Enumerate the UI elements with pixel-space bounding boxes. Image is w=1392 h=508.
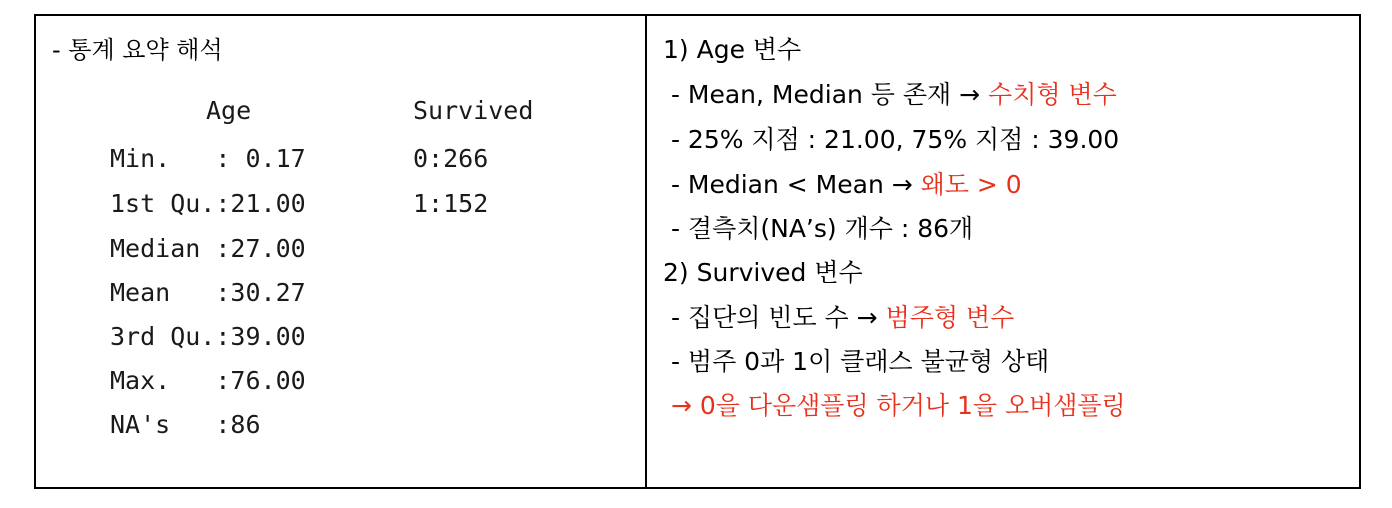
age-variable-heading: 1) Age 변수: [663, 35, 802, 64]
age-stat-row: Min. : 0.17: [110, 144, 306, 173]
interpretation-line: [663, 75, 1117, 111]
interpretation-line: - 범주 0과 1이 클래스 불균형 상태: [663, 347, 1050, 376]
highlight-text: 왜도 > 0: [920, 170, 1022, 199]
age-stat-row: 1st Qu.:21.00: [110, 189, 306, 218]
interpretation-line: - 25% 지점 : 21.00, 75% 지점 : 39.00: [663, 125, 1120, 154]
age-stat-row: Mean :30.27: [110, 278, 306, 307]
interpretation-line-highlight: → 0을 다운샘플링 하거나 1을 오버샘플링: [663, 391, 1126, 420]
survived-column-header: Survived: [413, 96, 534, 125]
age-stat-row: Median :27.00: [110, 234, 306, 263]
section-title: - 통계 요약 해석: [52, 36, 223, 64]
line-text: - Median < Mean →: [663, 170, 921, 199]
line-text: - 집단의 빈도 수 →: [663, 303, 886, 332]
age-stat-row: NA's :86: [110, 410, 261, 439]
age-stat-row: Max. :76.00: [110, 366, 306, 395]
age-stat-row: 3rd Qu.:39.00: [110, 322, 306, 351]
age-column-header: Age: [206, 96, 252, 125]
interpretation-line: [663, 165, 1022, 201]
stats-output-cell: [36, 16, 647, 487]
highlight-text: 범주형 변수: [885, 303, 1015, 332]
summary-table: [34, 14, 1361, 489]
highlight-text: 수치형 변수: [988, 80, 1117, 109]
survived-stat-row: 0:266: [413, 144, 489, 173]
survived-variable-heading: 2) Survived 변수: [663, 258, 863, 287]
interpretation-line: - 결측치(NA’s) 개수 : 86개: [663, 214, 974, 243]
line-text: - Mean, Median 등 존재 →: [663, 80, 989, 109]
interpretation-line: [663, 298, 1014, 334]
survived-stat-row: 1:152: [413, 189, 489, 218]
interpretation-cell: [647, 16, 1359, 487]
